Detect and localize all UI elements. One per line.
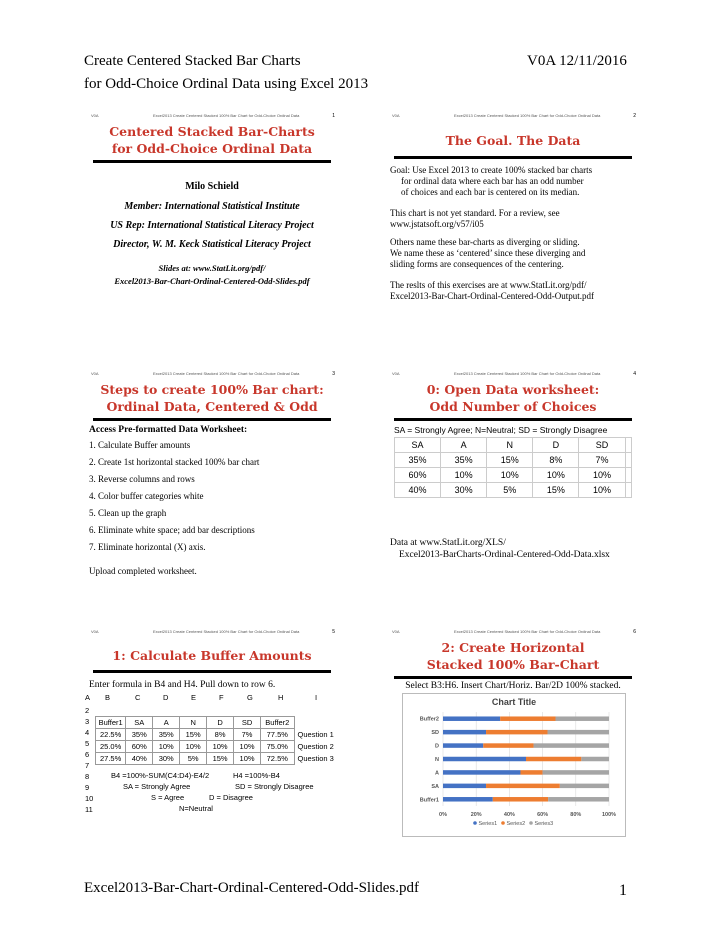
slide-version: V0A bbox=[392, 629, 400, 634]
table-cell: 5% bbox=[180, 753, 207, 765]
title-rule bbox=[93, 418, 331, 421]
others-line-1: Others name these bar-charts as diverging or sliding. bbox=[390, 237, 580, 247]
column-letter: G bbox=[247, 693, 253, 702]
header-cell: SA bbox=[126, 717, 153, 729]
others-line-2: We name these as ‘centered’ since these diverging and bbox=[390, 248, 586, 258]
table-cell: 15% bbox=[207, 753, 234, 765]
slide-3 bbox=[83, 368, 341, 584]
header-cell: N bbox=[487, 438, 533, 453]
table-cell: 15% bbox=[533, 483, 579, 498]
table-cell: 10% bbox=[533, 468, 579, 483]
bar-segment bbox=[548, 797, 609, 802]
results-line-2: Excel2013-Bar-Chart-Ordinal-Centered-Odd-Output.pdf bbox=[390, 291, 595, 301]
table-row bbox=[395, 468, 632, 483]
formula-h4: H4 =100%-B4 bbox=[233, 771, 280, 780]
slide-number: 1 bbox=[332, 113, 335, 119]
page-number: 1 bbox=[619, 882, 627, 899]
legend-swatch bbox=[473, 821, 477, 825]
slide-number: 2 bbox=[633, 113, 636, 119]
question-label: Question 3 bbox=[297, 754, 334, 763]
buffer-cell: 25.0% bbox=[96, 741, 126, 753]
slide-version: V0A bbox=[91, 629, 99, 634]
header-cell: Buffer2 bbox=[261, 717, 295, 729]
bar-segment bbox=[486, 784, 560, 789]
x-tick-label: 80% bbox=[570, 812, 582, 818]
bar-segment bbox=[443, 716, 500, 721]
table-cell: 10% bbox=[234, 741, 261, 753]
slide-title-line1: Steps to create 100% Bar chart: bbox=[100, 382, 324, 397]
instruction-text: Select B3:H6. Insert Chart/Horiz. Bar/2D 100% stacked. bbox=[405, 681, 621, 691]
chart-title: Chart Title bbox=[491, 697, 537, 707]
table-cell: 10% bbox=[487, 468, 533, 483]
column-letter: I bbox=[315, 693, 318, 702]
column-letter: H bbox=[278, 693, 284, 702]
bar-segment bbox=[556, 716, 609, 721]
slides-url-line1: Slides at: www.StatLit.org/pdf/ bbox=[158, 263, 266, 273]
table-cell: 7% bbox=[579, 453, 625, 468]
page-title-line1: Create Centered Stacked Bar Charts bbox=[84, 53, 301, 69]
table-row bbox=[395, 483, 632, 498]
buffer-cell: 22.5% bbox=[96, 729, 126, 741]
slide-4 bbox=[384, 368, 642, 584]
title-rule bbox=[93, 160, 331, 163]
bar-segment bbox=[520, 770, 542, 775]
row-number: 10 bbox=[85, 794, 94, 803]
column-headers bbox=[85, 693, 341, 705]
slide-title-line1: 2: Create Horizontal bbox=[441, 640, 585, 655]
table-cell: 5% bbox=[487, 483, 533, 498]
x-tick-label: 20% bbox=[470, 812, 482, 818]
bar-segment bbox=[526, 757, 581, 762]
bar-segment bbox=[560, 784, 609, 789]
title-rule bbox=[394, 156, 632, 159]
legend-swatch bbox=[529, 821, 533, 825]
table-cell: 15% bbox=[180, 729, 207, 741]
legend-entry: Series2 bbox=[506, 821, 526, 827]
stacked-bar-chart[interactable] bbox=[402, 693, 626, 837]
step-item: 4. Color buffer categories white bbox=[89, 491, 204, 501]
slide-version: V0A bbox=[91, 371, 99, 376]
table-cell: 10% bbox=[180, 741, 207, 753]
data-location bbox=[390, 537, 610, 561]
column-letter: F bbox=[219, 693, 224, 702]
table-cell: 10% bbox=[441, 468, 487, 483]
legend-swatch bbox=[501, 821, 505, 825]
step-item: 7. Eliminate horizontal (X) axis. bbox=[89, 542, 206, 552]
column-letter: E bbox=[191, 693, 197, 702]
table-cell: 10% bbox=[234, 753, 261, 765]
header-cell: SA bbox=[395, 438, 441, 453]
slide-5 bbox=[83, 626, 341, 838]
goal-text bbox=[390, 165, 592, 198]
column-letter: A bbox=[85, 693, 91, 702]
question-label: Question 1 bbox=[297, 730, 334, 739]
header-cell: SD bbox=[579, 438, 625, 453]
page-version-date: V0A 12/11/2016 bbox=[527, 53, 627, 69]
chart-svg bbox=[403, 694, 625, 836]
footer-filename: Excel2013-Bar-Chart-Ordinal-Centered-Odd-Slides.pdf bbox=[84, 880, 420, 896]
y-category-label: A bbox=[435, 770, 439, 777]
bar-segment bbox=[500, 716, 555, 721]
formula-b4: B4 =100%-SUM(C4:D4)-E4/2 bbox=[111, 771, 210, 780]
key-strongly-disagree: SD = Strongly Disagree bbox=[235, 782, 314, 791]
others-line-3: sliding forms are consequences of the centering. bbox=[390, 259, 564, 269]
review-text bbox=[390, 208, 560, 230]
table-cell: 10% bbox=[579, 483, 625, 498]
key-neutral: N=Neutral bbox=[179, 804, 213, 813]
author-name: Milo Schield bbox=[185, 181, 239, 192]
others-text bbox=[390, 237, 585, 270]
y-category-label: SA bbox=[431, 783, 439, 790]
table-cell: 8% bbox=[533, 453, 579, 468]
row-number: 8 bbox=[85, 772, 90, 781]
header-cell: A bbox=[153, 717, 180, 729]
slide-version: V0A bbox=[392, 113, 400, 118]
table-cell: 10% bbox=[153, 741, 180, 753]
table-cell: 60% bbox=[395, 468, 441, 483]
row-number: 9 bbox=[85, 783, 90, 792]
access-heading: Access Pre-formatted Data Worksheet: bbox=[89, 425, 248, 435]
bar-segment bbox=[534, 743, 609, 748]
column-letter: B bbox=[105, 693, 111, 702]
buffer-cell: 27.5% bbox=[96, 753, 126, 765]
slide-title: 1: Calculate Buffer Amounts bbox=[112, 648, 312, 663]
page-title-line2: for Odd-Choice Ordinal Data using Excel 2013 bbox=[84, 76, 369, 92]
slide-header-text: Excel2013 Create Centered Stacked 100% Bar Chart for Odd-Choice Ordinal Data bbox=[454, 629, 601, 634]
column-letter: D bbox=[163, 693, 169, 702]
title-rule bbox=[394, 676, 632, 679]
upload-text: Upload completed worksheet. bbox=[89, 566, 197, 576]
slide-header-text: Excel2013 Create Centered Stacked 100% Bar Chart for Odd-Choice Ordinal Data bbox=[454, 113, 601, 118]
step-item: 2. Create 1st horizontal stacked 100% bar chart bbox=[89, 457, 260, 467]
header-cell: SD bbox=[234, 717, 261, 729]
goal-line-1: Goal: Use Excel 2013 to create 100% stacked bar charts bbox=[390, 165, 593, 175]
instruction-text: Enter formula in B4 and H4. Pull down to row 6. bbox=[89, 680, 276, 690]
bar-segment bbox=[443, 770, 520, 775]
y-category-label: SD bbox=[431, 730, 439, 737]
bar-segment bbox=[443, 797, 493, 802]
bar-segment bbox=[548, 730, 609, 735]
review-url[interactable]: www.jstatsoft.org/v57/i05 bbox=[390, 219, 484, 229]
header-cell: D bbox=[533, 438, 579, 453]
slide-version: V0A bbox=[392, 371, 400, 376]
slide-number: 3 bbox=[332, 371, 335, 377]
goal-line-3: of choices and each bar is centered on its median. bbox=[401, 187, 580, 197]
buffer-cell: 75.0% bbox=[261, 741, 295, 753]
table-cell: 8% bbox=[207, 729, 234, 741]
key-agree: S = Agree bbox=[151, 793, 185, 802]
slide-title-line2: Odd Number of Choices bbox=[429, 399, 597, 414]
step-item: 5. Clean up the graph bbox=[89, 508, 167, 518]
slide-title-line1: 0: Open Data worksheet: bbox=[426, 382, 600, 397]
header-cell: D bbox=[207, 717, 234, 729]
slide-6 bbox=[384, 626, 642, 838]
title-rule bbox=[394, 418, 632, 421]
buffer-cell: 77.5% bbox=[261, 729, 295, 741]
abbreviation-legend: SA = Strongly Agree; N=Neutral; SD = Strongly Disagree bbox=[394, 425, 608, 435]
review-line-1: This chart is not yet standard. For a review, see bbox=[390, 208, 560, 218]
buffer-cell: 72.5% bbox=[261, 753, 295, 765]
table-cell: 40% bbox=[395, 483, 441, 498]
row-number: 6 bbox=[85, 750, 90, 759]
bar-segment bbox=[486, 730, 547, 735]
step-item: 3. Reverse columns and rows bbox=[89, 474, 195, 484]
slides-url-line2: Excel2013-Bar-Chart-Ordinal-Centered-Odd-Slides.pdf bbox=[114, 276, 310, 286]
buffer-row bbox=[96, 729, 341, 741]
x-tick-label: 40% bbox=[503, 812, 515, 818]
table-cell: 15% bbox=[487, 453, 533, 468]
row-number: 4 bbox=[85, 728, 90, 737]
column-letter: C bbox=[135, 693, 141, 702]
bar-segment bbox=[483, 743, 533, 748]
slide-title-line1: Centered Stacked Bar-Charts bbox=[109, 124, 315, 139]
slide-number: 6 bbox=[633, 629, 636, 635]
bar-segment bbox=[581, 757, 609, 762]
steps-list bbox=[89, 439, 259, 558]
slide-number: 5 bbox=[332, 629, 335, 635]
table-cell: 35% bbox=[395, 453, 441, 468]
bar-segment bbox=[543, 770, 609, 775]
y-category-label: D bbox=[435, 743, 439, 750]
slide-header-text: Excel2013 Create Centered Stacked 100% Bar Chart for Odd-Choice Ordinal Data bbox=[153, 629, 300, 634]
slide-2 bbox=[384, 110, 642, 334]
slide-title-line2: Stacked 100% Bar-Chart bbox=[426, 657, 600, 672]
y-category-label: N bbox=[435, 757, 439, 763]
key-disagree: D = Disagree bbox=[209, 793, 253, 802]
author-role-2: US Rep: International Statistical Literacy Project bbox=[110, 220, 314, 231]
author-role-3: Director, W. M. Keck Statistical Literacy Project bbox=[113, 239, 311, 250]
table-cell: 7% bbox=[234, 729, 261, 741]
table-cell: 35% bbox=[153, 729, 180, 741]
table-cell: 10% bbox=[579, 468, 625, 483]
step-item: 1. Calculate Buffer amounts bbox=[89, 440, 191, 450]
slide-header-text: Excel2013 Create Centered Stacked 100% Bar Chart for Odd-Choice Ordinal Data bbox=[153, 371, 300, 376]
header-cell: N bbox=[180, 717, 207, 729]
spreadsheet bbox=[83, 693, 341, 835]
slide-version: V0A bbox=[91, 113, 99, 118]
results-text bbox=[390, 280, 594, 302]
table-cell: 60% bbox=[126, 741, 153, 753]
table-cell: 10% bbox=[207, 741, 234, 753]
title-rule bbox=[93, 670, 331, 673]
table-header-row bbox=[395, 438, 632, 453]
slide-1 bbox=[83, 110, 341, 304]
table-cell: 35% bbox=[126, 729, 153, 741]
bar-segment bbox=[443, 730, 486, 735]
data-table bbox=[394, 437, 632, 498]
table-cell: 30% bbox=[441, 483, 487, 498]
y-category-label: Buffer1 bbox=[419, 797, 439, 804]
header-cell: Buffer1 bbox=[96, 717, 126, 729]
key-strongly-agree: SA = Strongly Agree bbox=[123, 782, 191, 791]
row-numbers bbox=[85, 705, 95, 815]
data-location-line-1: Data at www.StatLit.org/XLS/ bbox=[390, 538, 506, 548]
x-tick-label: 0% bbox=[439, 812, 447, 818]
bar-segment bbox=[443, 757, 526, 762]
results-line-1: The reslts of this exercises are at www.StatLit.org/pdf/ bbox=[390, 280, 587, 290]
table-cell: 35% bbox=[441, 453, 487, 468]
x-tick-label: 100% bbox=[601, 812, 617, 818]
table-cell: 40% bbox=[126, 753, 153, 765]
row-number: 2 bbox=[85, 706, 90, 715]
slide-header-text: Excel2013 Create Centered Stacked 100% Bar Chart for Odd-Choice Ordinal Data bbox=[454, 371, 601, 376]
legend-entry: Series1 bbox=[478, 821, 498, 827]
table-row bbox=[395, 453, 632, 468]
slide-title-line2: for Odd-Choice Ordinal Data bbox=[111, 141, 313, 156]
row-number: 7 bbox=[85, 761, 90, 770]
buffer-row bbox=[96, 753, 341, 765]
x-tick-label: 60% bbox=[537, 812, 549, 818]
author-role-1: Member: International Statistical Institute bbox=[124, 201, 300, 212]
slide-title-line2: Ordinal Data, Centered & Odd bbox=[106, 399, 318, 414]
goal-line-2: for ordinal data where each bar has an odd number bbox=[401, 176, 584, 186]
bar-segment bbox=[443, 784, 486, 789]
buffer-table bbox=[95, 716, 341, 765]
question-label: Question 2 bbox=[297, 742, 334, 751]
buffer-row bbox=[96, 741, 341, 753]
step-item: 6. Eliminate white space; add bar descriptions bbox=[89, 525, 255, 535]
row-number: 5 bbox=[85, 739, 90, 748]
slide-number: 4 bbox=[633, 371, 636, 377]
header-cell: A bbox=[441, 438, 487, 453]
slide-title: The Goal. The Data bbox=[445, 133, 581, 148]
table-cell: 30% bbox=[153, 753, 180, 765]
row-number: 3 bbox=[85, 717, 90, 726]
bar-segment bbox=[493, 797, 548, 802]
y-category-label: Buffer2 bbox=[419, 716, 439, 723]
legend-entry: Series3 bbox=[534, 821, 554, 827]
slide-header-text: Excel2013 Create Centered Stacked 100% Bar Chart for Odd-Choice Ordinal Data bbox=[153, 113, 300, 118]
buffer-header-row bbox=[96, 717, 341, 729]
bar-segment bbox=[443, 743, 483, 748]
data-location-line-2: Excel2013-BarCharts-Ordinal-Centered-Odd-Data.xlsx bbox=[399, 550, 610, 560]
row-number: 11 bbox=[85, 805, 93, 814]
